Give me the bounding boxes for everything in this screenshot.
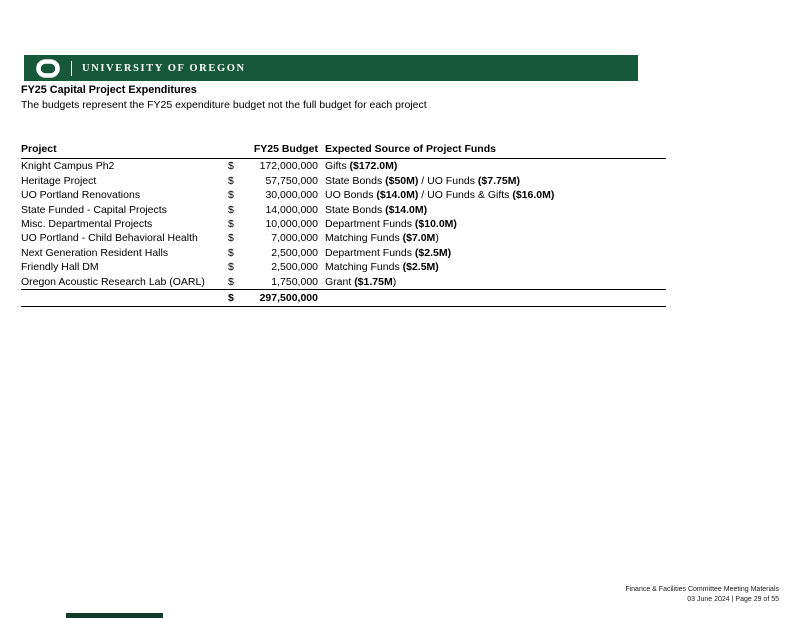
col-header-source: Expected Source of Project Funds xyxy=(318,142,666,159)
source-cell xyxy=(318,246,666,260)
source-amount: ($7.0M xyxy=(402,232,436,245)
budget-cell: 2,500,000 xyxy=(271,261,318,274)
table-row xyxy=(21,217,666,231)
next-page-header-partial xyxy=(66,613,163,618)
total-currency-cell: $ xyxy=(228,290,246,307)
expenditures-table xyxy=(21,142,666,307)
source-amount: ($172.0M) xyxy=(349,160,398,173)
uo-o-logo-icon xyxy=(36,59,60,78)
currency-cell: $ xyxy=(228,246,234,259)
budget-cell: 14,000,000 xyxy=(265,203,318,216)
project-cell: Oregon Acoustic Research Lab (OARL) xyxy=(21,275,205,288)
table-header-row xyxy=(21,142,666,159)
source-label: / UO Funds xyxy=(418,174,478,187)
source-amount: ($50M) xyxy=(385,174,419,187)
source-cell xyxy=(318,231,666,245)
total-source-cell xyxy=(318,290,666,307)
source-cell xyxy=(318,217,666,231)
table-row xyxy=(21,188,666,202)
total-row xyxy=(21,290,666,307)
col-header-budget: FY25 Budget xyxy=(246,142,318,159)
table-row xyxy=(21,203,666,217)
table-row xyxy=(21,159,666,174)
project-cell: UO Portland - Child Behavioral Health xyxy=(21,232,198,245)
budget-cell: 10,000,000 xyxy=(265,218,318,231)
source-label: UO Bonds xyxy=(325,189,377,202)
project-cell: Heritage Project xyxy=(21,174,97,187)
table-row xyxy=(21,231,666,245)
page-subtitle: The budgets represent the FY25 expenditure budget not the full budget for each project xyxy=(21,99,427,111)
source-label: Department Funds xyxy=(325,218,415,231)
source-cell xyxy=(318,174,666,188)
source-cell xyxy=(318,159,666,174)
source-label: / UO Funds & Gifts xyxy=(418,189,513,202)
footer-materials-line: Finance & Facilities Committee Meeting Materials xyxy=(625,586,779,593)
col-header-project: Project xyxy=(21,142,228,159)
footer-date-page-line: 03 June 2024 | Page 29 of 55 xyxy=(687,596,779,603)
source-cell xyxy=(318,260,666,274)
project-cell: Next Generation Resident Halls xyxy=(21,246,169,259)
currency-cell: $ xyxy=(228,275,234,288)
source-cell xyxy=(318,275,666,290)
brand-wordmark: UNIVERSITY OF OREGON xyxy=(82,62,246,74)
budget-cell: 57,750,000 xyxy=(265,174,318,187)
project-cell: Friendly Hall DM xyxy=(21,261,99,274)
budget-cell: 1,750,000 xyxy=(271,275,318,288)
table-row xyxy=(21,246,666,260)
currency-cell: $ xyxy=(228,189,234,202)
currency-cell: $ xyxy=(228,174,234,187)
project-cell: UO Portland Renovations xyxy=(21,189,141,202)
total-budget-cell: 297,500,000 xyxy=(246,290,318,307)
page-footer xyxy=(625,585,779,605)
project-cell: Misc. Departmental Projects xyxy=(21,218,153,231)
project-cell: Knight Campus Ph2 xyxy=(21,160,115,173)
table-row xyxy=(21,260,666,274)
project-cell: State Funded - Capital Projects xyxy=(21,203,167,216)
budget-cell: 2,500,000 xyxy=(271,246,318,259)
source-cell xyxy=(318,188,666,202)
source-label: Department Funds xyxy=(325,246,415,259)
brand-header-bar xyxy=(24,55,638,81)
source-amount: ($2.5M) xyxy=(402,261,439,274)
source-amount: ($2.5M) xyxy=(414,246,452,259)
source-label: Matching Funds xyxy=(325,261,403,274)
budget-cell: 172,000,000 xyxy=(259,160,318,173)
source-amount: ($10.0M) xyxy=(414,218,457,231)
budget-cell: 7,000,000 xyxy=(271,232,318,245)
currency-cell: $ xyxy=(228,218,234,231)
budget-cell: 30,000,000 xyxy=(265,189,318,202)
source-amount: ($14.0M) xyxy=(385,203,428,216)
currency-cell: $ xyxy=(228,261,234,274)
brand-separator xyxy=(71,61,72,76)
table-row xyxy=(21,174,666,188)
currency-cell: $ xyxy=(228,203,234,216)
source-label: State Bonds xyxy=(325,174,386,187)
source-amount: ($16.0M) xyxy=(512,189,555,202)
source-label: State Bonds xyxy=(325,203,386,216)
total-spacer-cell xyxy=(21,290,228,307)
source-label: Grant xyxy=(325,275,355,288)
source-amount: ($14.0M) xyxy=(376,189,419,202)
source-cell xyxy=(318,203,666,217)
source-label: Gifts xyxy=(325,160,350,173)
currency-cell: $ xyxy=(228,160,234,173)
currency-cell: $ xyxy=(228,232,234,245)
col-header-currency xyxy=(228,142,246,159)
source-label: Matching Funds xyxy=(325,232,403,245)
source-label: ) xyxy=(435,232,439,245)
source-label: ) xyxy=(392,275,397,288)
table-body xyxy=(21,159,666,290)
table-row xyxy=(21,275,666,290)
page-title: FY25 Capital Project Expenditures xyxy=(21,84,197,96)
source-amount: ($1.75M xyxy=(354,275,393,288)
source-amount: ($7.75M) xyxy=(477,174,520,187)
